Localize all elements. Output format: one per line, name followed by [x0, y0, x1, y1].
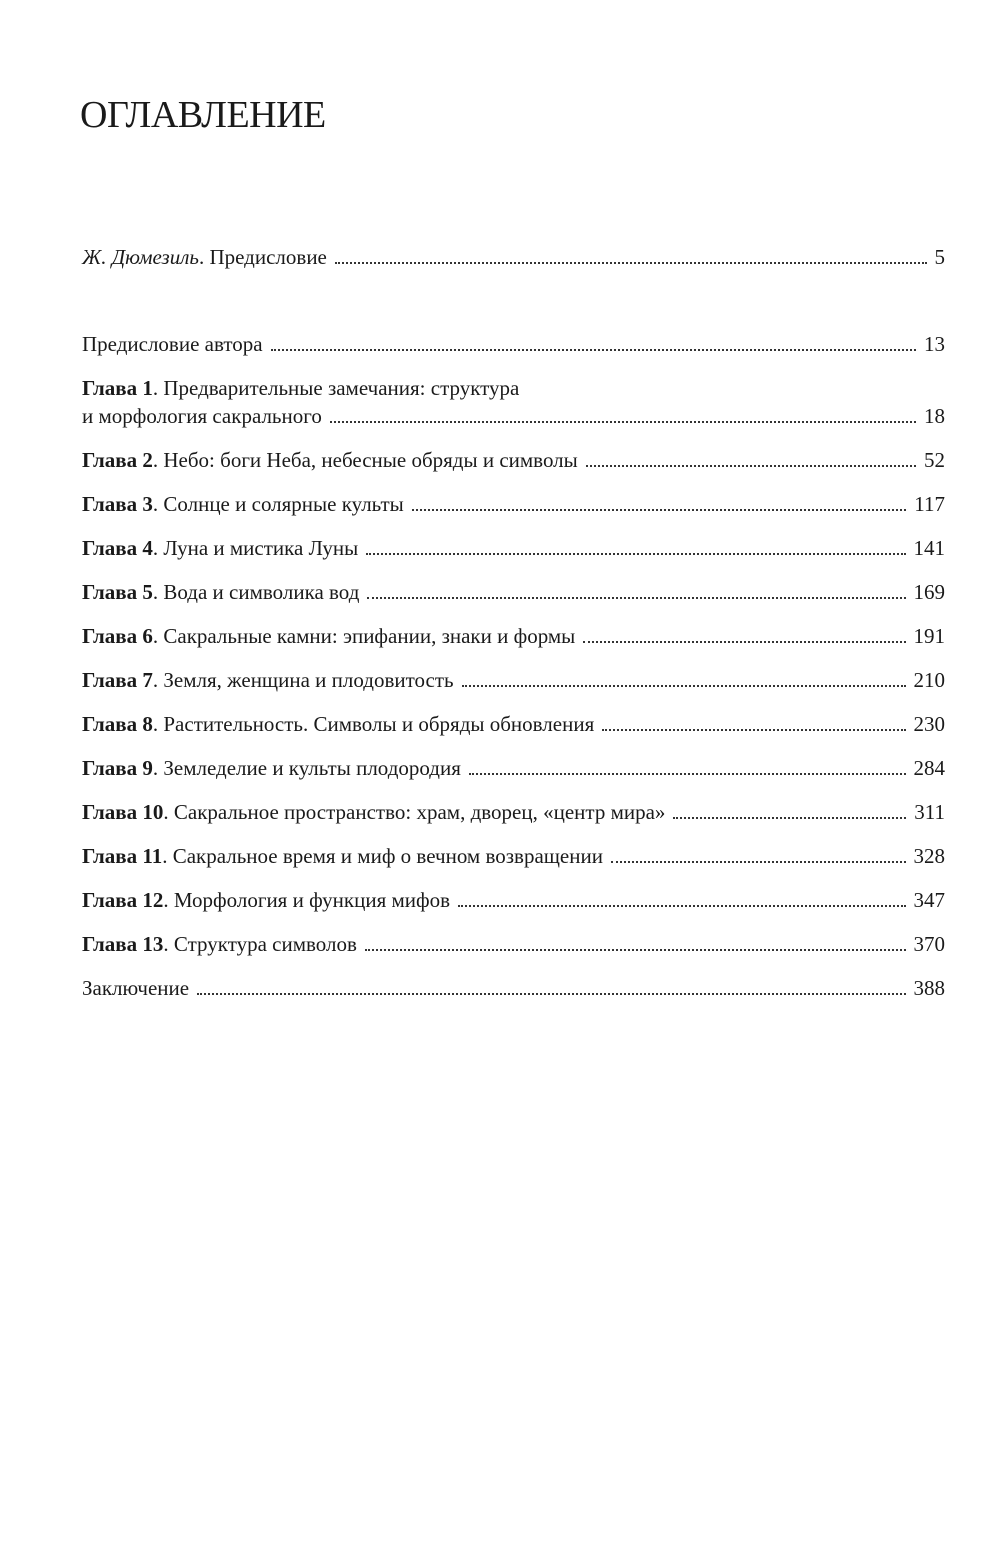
toc-entry: [82, 781, 945, 825]
page-number: 18: [924, 404, 945, 428]
entry-title: . Луна и мистика Луны: [152, 536, 359, 560]
chapter-label: Глава 6: [82, 624, 153, 648]
page-number: 52: [924, 448, 945, 472]
toc-entry: [82, 561, 945, 605]
page-number: 230: [913, 712, 945, 736]
table-of-contents: [82, 313, 945, 1001]
chapter-label: Глава 5: [82, 580, 153, 604]
dot-leader: [611, 861, 906, 863]
entry-title: . Сакральные камни: эпифании, знаки и формы: [152, 624, 576, 648]
dot-leader: [365, 949, 906, 951]
chapter-label: Глава 3: [82, 492, 153, 516]
page-number: 388: [913, 976, 945, 1000]
entry-title: . Земледелие и культы плодородия: [152, 756, 461, 780]
page-number: 13: [924, 332, 945, 356]
dot-leader: [366, 553, 905, 555]
page-number: 370: [913, 932, 945, 956]
chapter-label: Глава 12: [82, 888, 164, 912]
dot-leader: [583, 641, 905, 643]
page-number: 141: [913, 536, 945, 560]
toc-entry: [82, 375, 945, 429]
entry-title: . Земля, женщина и плодовитость: [152, 668, 454, 692]
page-title: ОГЛАВЛЕНИЕ: [80, 94, 326, 136]
chapter-label: Глава 8: [82, 712, 153, 736]
chapter-label: Глава 4: [82, 536, 153, 560]
dot-leader: [335, 262, 927, 264]
chapter-label: Глава 11: [82, 844, 163, 868]
entry-title: . Солнце и солярные культы: [152, 492, 404, 516]
chapter-label: Глава 13: [82, 932, 164, 956]
entry-title: и морфология сакрального: [82, 404, 322, 428]
toc-preface-dumezil: [82, 226, 945, 270]
entry-title: . Растительность. Символы и обряды обновления: [152, 712, 595, 736]
dot-leader: [197, 993, 905, 995]
dot-leader: [330, 421, 916, 423]
chapter-label: Глава 1: [82, 376, 153, 400]
page-number: 328: [913, 844, 945, 868]
dot-leader: [462, 685, 906, 687]
entry-title-line1: . Предварительные замечания: структура: [152, 376, 520, 400]
entry-title: . Структура символов: [163, 932, 357, 956]
page-number: 117: [914, 492, 945, 516]
dot-leader: [602, 729, 905, 731]
entry-title: . Небо: боги Неба, небесные обряды и символы: [152, 448, 578, 472]
toc-entry: [82, 913, 945, 957]
toc-entry: [82, 473, 945, 517]
toc-entry: [82, 957, 945, 1001]
chapter-label: Глава 10: [82, 800, 164, 824]
chapter-label: Глава 2: [82, 448, 153, 472]
page-number: 284: [913, 756, 945, 780]
entry-title: . Вода и символика вод: [152, 580, 360, 604]
entry-title: Заключение: [82, 976, 190, 1000]
toc-entry: [82, 517, 945, 561]
entry-title: . Сакральное время и миф о вечном возвращении: [162, 844, 603, 868]
toc-entry: [82, 825, 945, 869]
toc-entry: [82, 869, 945, 913]
page-number: 311: [914, 800, 945, 824]
page-number: 210: [913, 668, 945, 692]
dot-leader: [458, 905, 905, 907]
chapter-label: Глава 9: [82, 756, 153, 780]
chapter-label: Глава 7: [82, 668, 153, 692]
preface-title: . Предисловие: [198, 245, 327, 269]
entry-title: . Сакральное пространство: храм, дворец, «центр мира»: [163, 800, 666, 824]
page-number: 347: [913, 888, 945, 912]
toc-entry: [82, 649, 945, 693]
dot-leader: [586, 465, 916, 467]
page-number: 5: [934, 245, 945, 269]
preface-author: Ж. Дюмезиль: [82, 245, 199, 269]
dot-leader: [412, 509, 907, 511]
entry-first-line: [82, 375, 945, 403]
page-number: 191: [913, 624, 945, 648]
toc-entry: [82, 605, 945, 649]
dot-leader: [673, 817, 906, 819]
dot-leader: [271, 349, 916, 351]
dot-leader: [469, 773, 906, 775]
toc-entry: [82, 429, 945, 473]
dot-leader: [367, 597, 905, 599]
toc-entry: [82, 693, 945, 737]
entry-title: . Морфология и функция мифов: [163, 888, 451, 912]
page-number: 169: [913, 580, 945, 604]
toc-entry: [82, 313, 945, 357]
entry-title: Предисловие автора: [82, 332, 263, 356]
toc-entry: [82, 737, 945, 781]
